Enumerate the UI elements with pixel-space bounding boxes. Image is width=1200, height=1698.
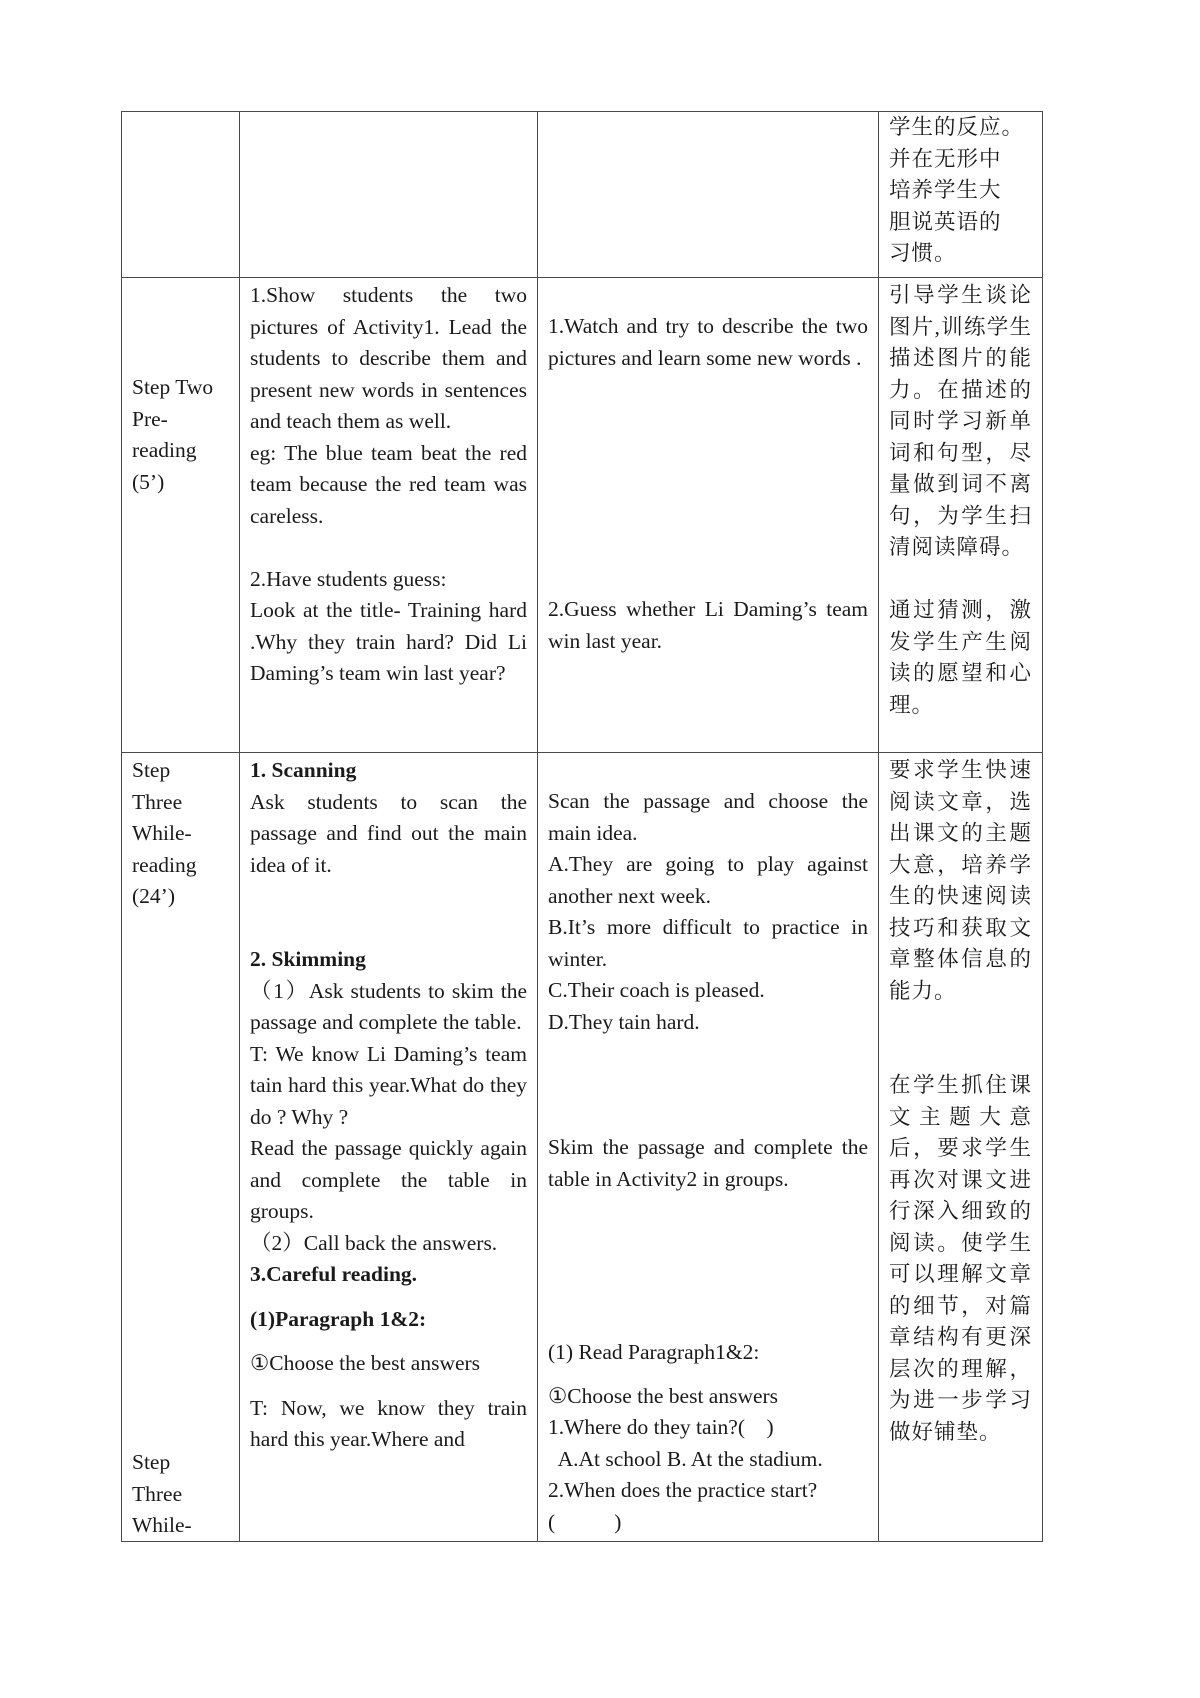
purpose-text: 通过猜测，激发学生产生阅读的愿望和心理。 xyxy=(889,598,1032,717)
section-heading: 1. Scanning xyxy=(250,758,357,782)
teacher-activity-cell xyxy=(240,278,538,753)
purpose-text: 要求学生快速阅读文章，选出课文的主题大意，培养学生的快速阅读技巧和获取文章整体信息的能力。 xyxy=(889,758,1032,1003)
section-heading: 2. Skimming xyxy=(250,947,366,971)
teacher-instruction: Ask students to scan the passage and find out the main idea of it. xyxy=(250,789,527,877)
teacher-activity-cell xyxy=(240,753,538,1542)
answer-option: C.Their coach is pleased. xyxy=(548,978,765,1002)
step-cell xyxy=(122,753,240,1542)
purpose-cell xyxy=(879,753,1043,1542)
step-label: reading xyxy=(132,852,197,877)
table-row xyxy=(122,278,1043,753)
teacher-activity-cell xyxy=(240,112,538,278)
lesson-plan-table xyxy=(121,111,1043,1542)
student-activity: Scan the passage and choose the main idea. xyxy=(548,789,868,845)
teacher-instruction: ①Choose the best answers xyxy=(250,1351,481,1375)
answer-option: A.They are going to play against another next week. xyxy=(548,852,868,908)
purpose-text: 在学生抓住课文主题大意后，要求学生再次对课文进行深入细致的阅读。使学生可以理解文章的细节，对篇章结构有更深层次的理解，为进一步学习做好铺垫。 xyxy=(889,1073,1032,1444)
student-activity-cell xyxy=(538,112,879,278)
teacher-instruction: T: Now, we know they train hard this year.Where and xyxy=(250,1395,527,1451)
teacher-instruction: 1.Show students the two pictures of Activity1. Lead the students to describe them and present new words in sentences and teach them as well. xyxy=(250,283,527,433)
table-row xyxy=(122,753,1043,1542)
step-label: Three xyxy=(132,789,183,814)
student-activity: 1.Watch and try to describe the two pictures and learn some new words . xyxy=(548,314,868,370)
purpose-line: 胆说英语的 xyxy=(889,209,1002,234)
purpose-text: 引导学生谈论图片,训练学生描述图片的能力。在描述的同时学习新单词和句型，尽量做到词不离句，为学生扫清阅读障碍。 xyxy=(889,283,1032,559)
answer-option: D.They tain hard. xyxy=(548,1009,700,1034)
table-row xyxy=(122,112,1043,278)
question: 2.When does the practice start? xyxy=(548,1478,818,1502)
student-activity: ①Choose the best answers xyxy=(548,1383,779,1408)
student-activity: 2.Guess whether Li Daming’s team win last year. xyxy=(548,597,868,653)
teacher-instruction: （1）Ask students to skim the passage and complete the table. xyxy=(250,978,527,1034)
step-label: (5’) xyxy=(132,469,165,494)
purpose-line: 并在无形中 xyxy=(889,146,1002,171)
purpose-line: 习惯。 xyxy=(889,241,957,265)
step-label: Three xyxy=(132,1481,183,1506)
teacher-instruction: Read the passage quickly again and complete the table in groups. xyxy=(250,1136,527,1223)
student-activity: (1) Read Paragraph1&2: xyxy=(548,1340,760,1364)
section-heading: 3.Careful reading. xyxy=(250,1262,418,1286)
question: 1.Where do they tain?( ) xyxy=(548,1415,774,1439)
teacher-instruction: （2）Call back the answers. xyxy=(250,1230,498,1255)
teacher-example: eg: The blue team beat the red team because the red team was careless. xyxy=(250,440,527,528)
teacher-instruction: 2.Have students guess: xyxy=(250,566,447,591)
step-cell xyxy=(122,278,240,753)
step-label: Step xyxy=(132,758,171,782)
step-label: While- xyxy=(132,1513,192,1537)
step-label: reading xyxy=(132,438,197,462)
answer-option: B.It’s more difficult to practice in winter. xyxy=(548,915,868,971)
purpose-line: 培养学生大 xyxy=(889,178,1002,202)
step-label: While- xyxy=(132,821,192,845)
teacher-instruction: T: We know Li Daming’s team tain hard this year.What do they do ? Why ? xyxy=(250,1041,527,1129)
purpose-cell xyxy=(879,278,1043,753)
step-label: Pre- xyxy=(132,406,168,431)
purpose-cell xyxy=(879,112,1043,278)
teacher-instruction: Look at the title- Training hard .Why they train hard? Did Li Daming’s team win last year? xyxy=(250,598,527,685)
answer-option: A.At school B. At the stadium. xyxy=(548,1446,823,1471)
purpose-line: 学生的反应。 xyxy=(889,115,1025,139)
student-activity: Skim the passage and complete the table in Activity2 in groups. xyxy=(548,1135,868,1191)
student-activity-cell xyxy=(538,753,879,1542)
step-label: Step Two xyxy=(132,375,214,399)
student-activity-cell xyxy=(538,278,879,753)
answer-blank: ( ) xyxy=(548,1509,622,1534)
step-label: (24’) xyxy=(132,884,175,908)
step-label: Step xyxy=(132,1450,171,1474)
section-heading: (1)Paragraph 1&2: xyxy=(250,1306,427,1331)
step-cell xyxy=(122,112,240,278)
